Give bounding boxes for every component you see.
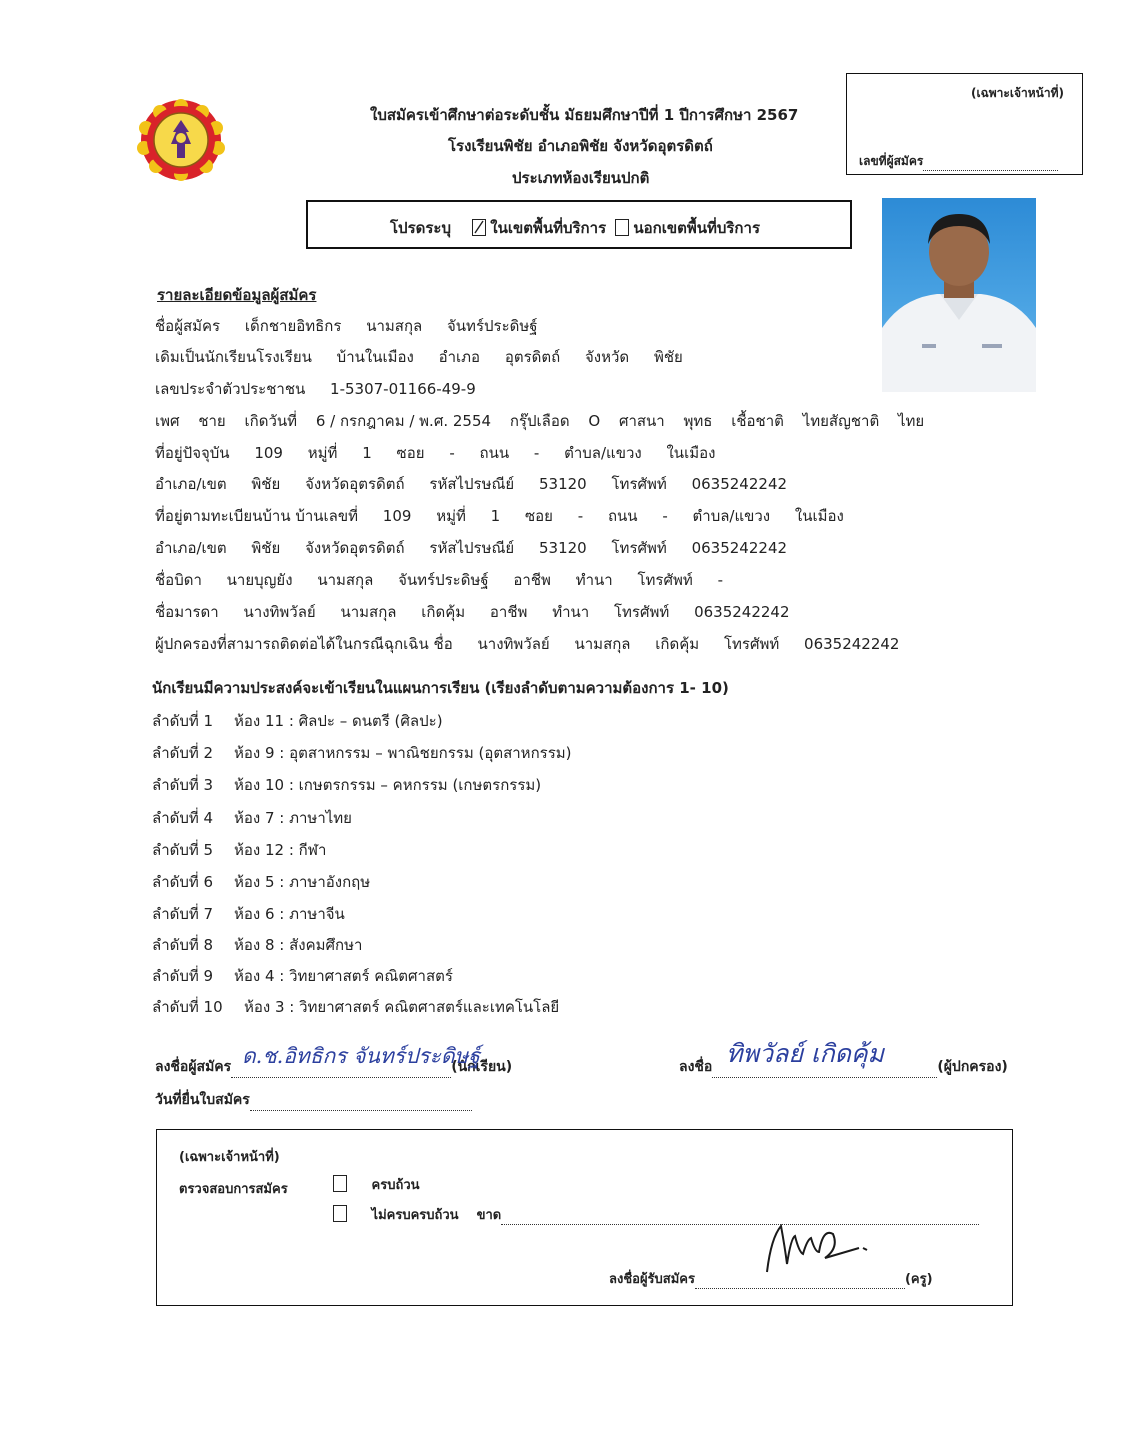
sex-label: เพศ bbox=[155, 412, 180, 430]
subdistrict-label: ตำบล/แขวง bbox=[564, 444, 642, 462]
preference-row bbox=[152, 806, 352, 830]
current-soi: - bbox=[449, 444, 455, 462]
preference-plan: ห้อง 5 : ภาษาอังกฤษ bbox=[234, 873, 371, 891]
road-label: ถนน bbox=[479, 444, 510, 462]
father-row bbox=[155, 568, 743, 592]
soi-label: ซอย bbox=[524, 507, 553, 525]
registered-address-row bbox=[155, 504, 864, 528]
preference-rank: ลำดับที่ 10 bbox=[152, 998, 223, 1016]
preference-row bbox=[152, 838, 326, 862]
phone-label: โทรศัพท์ bbox=[637, 571, 693, 589]
postal-label: รหัสไปรษณีย์ bbox=[429, 539, 515, 557]
zone-out-label: นอกเขตพื้นที่บริการ bbox=[633, 219, 760, 237]
job-label: อาชีพ bbox=[489, 603, 528, 621]
father-phone: - bbox=[717, 571, 723, 589]
zone-box bbox=[306, 200, 852, 249]
preference-row bbox=[152, 902, 345, 926]
mother-phone: 0635242242 bbox=[694, 603, 790, 621]
preference-plan: ห้อง 4 : วิทยาศาสตร์ คณิตศาสตร์ bbox=[234, 967, 453, 985]
zone-label: โปรดระบุ bbox=[390, 219, 452, 237]
guardian-signature-label: ลงชื่อ bbox=[679, 1059, 713, 1075]
prev-district: อุตรดิตถ์ bbox=[504, 348, 561, 366]
race: ไทย bbox=[802, 412, 829, 430]
surname-label: นามสกุล bbox=[574, 635, 631, 653]
office-note: (เฉพาะเจ้าหน้าที่) bbox=[179, 1150, 280, 1165]
prev-school: บ้านในเมือง bbox=[336, 348, 414, 366]
mother-job: ทำนา bbox=[552, 603, 590, 621]
current-house-no: 109 bbox=[254, 444, 283, 462]
mother-name: นางทิพวัลย์ bbox=[243, 603, 316, 621]
preference-rank: ลำดับที่ 6 bbox=[152, 873, 214, 891]
zone-out-checkbox[interactable] bbox=[615, 219, 629, 236]
zone-in-label: ในเขตพื้นที่บริการ bbox=[490, 219, 607, 237]
applicant-number-field[interactable]: เลขที่ผู้สมัคร bbox=[859, 152, 1058, 171]
applicant-surname: จันทร์ประดิษฐ์ bbox=[447, 317, 538, 335]
current-address-row bbox=[155, 441, 735, 465]
receiver-label: ลงชื่อผู้รับสมัคร bbox=[609, 1272, 695, 1287]
preference-row bbox=[152, 709, 443, 733]
father-job: ทำนา bbox=[575, 571, 613, 589]
nationality: ไทย bbox=[897, 412, 925, 430]
phone-label: โทรศัพท์ bbox=[611, 475, 667, 493]
current-address-label: ที่อยู่ปัจจุบัน bbox=[155, 444, 230, 462]
registered-house-no: 109 bbox=[382, 507, 412, 525]
complete-option[interactable] bbox=[329, 1174, 420, 1195]
applicant-signature-label: ลงชื่อผู้สมัคร bbox=[155, 1059, 232, 1075]
nationality-label: สัญชาติ bbox=[828, 412, 880, 430]
guardian-surname: เกิดคุ้ม bbox=[655, 635, 700, 653]
preference-row bbox=[152, 995, 559, 1019]
surname-label: นามสกุล bbox=[317, 571, 374, 589]
prev-school-row bbox=[155, 345, 703, 369]
moo-label: หมู่ที่ bbox=[436, 507, 466, 525]
district-label: อำเภอ/เขต bbox=[155, 475, 227, 493]
mother-row bbox=[155, 600, 810, 624]
prev-district-label: อำเภอ bbox=[438, 348, 481, 366]
preference-rank: ลำดับที่ 4 bbox=[152, 809, 214, 827]
section-title: รายละเอียดข้อมูลผู้สมัคร bbox=[157, 286, 317, 304]
registered-address-row-2 bbox=[155, 536, 807, 560]
missing-label: ขาด bbox=[476, 1208, 502, 1223]
mother-label: ชื่อมารดา bbox=[155, 603, 219, 621]
applicant-signature: ด.ช.อิทธิกร จันทร์ประดิษฐ์ bbox=[242, 1044, 480, 1068]
preference-rank: ลำดับที่ 5 bbox=[152, 841, 214, 859]
classroom-type: ประเภทห้องเรียนปกติ bbox=[512, 169, 650, 187]
registered-soi: - bbox=[577, 507, 584, 525]
guardian-role: (ผู้ปกครอง) bbox=[937, 1059, 1008, 1075]
complete-label: ครบถ้วน bbox=[371, 1178, 420, 1193]
preference-plan: ห้อง 7 : ภาษาไทย bbox=[234, 809, 352, 827]
preference-plan: ห้อง 10 : เกษตรกรรม – คหกรรม (เกษตรกรรม) bbox=[234, 776, 542, 794]
preference-plan: ห้อง 6 : ภาษาจีน bbox=[234, 905, 345, 923]
registered-phone: 0635242242 bbox=[691, 539, 788, 557]
school-logo bbox=[136, 98, 226, 182]
preference-row bbox=[152, 741, 572, 765]
incomplete-label: ไม่ครบครบถ้วน bbox=[371, 1208, 459, 1223]
father-name: นายบุญยัง bbox=[226, 571, 293, 589]
incomplete-checkbox[interactable] bbox=[333, 1205, 347, 1222]
check-label: ตรวจสอบการสมัคร bbox=[179, 1182, 288, 1197]
registered-subdistrict: ในเมือง bbox=[794, 507, 844, 525]
preference-plan: ห้อง 8 : สังคมศึกษา bbox=[234, 936, 363, 954]
complete-checkbox[interactable] bbox=[333, 1175, 347, 1192]
preference-plan: ห้อง 9 : อุตสาหกรรม – พาณิชยกรรม (อุตสาหกรรม) bbox=[234, 744, 572, 762]
preference-rank: ลำดับที่ 1 bbox=[152, 712, 214, 730]
prev-school-label: เดิมเป็นนักเรียนโรงเรียน bbox=[155, 348, 312, 366]
preference-rank: ลำดับที่ 2 bbox=[152, 744, 214, 762]
surname-label: นามสกุล bbox=[340, 603, 397, 621]
office-box bbox=[156, 1129, 1013, 1306]
date-label: วันที่ยื่นใบสมัคร bbox=[155, 1092, 250, 1108]
subdistrict-label: ตำบล/แขวง bbox=[692, 507, 771, 525]
preference-rank: ลำดับที่ 3 bbox=[152, 776, 214, 794]
current-phone: 0635242242 bbox=[691, 475, 788, 493]
sex: ชาย bbox=[198, 412, 226, 430]
school-name: โรงเรียนพิชัย อำเภอพิชัย จังหวัดอุตรดิตถ์ bbox=[448, 137, 713, 155]
guardian-signature: ทิพวัลย์ เกิดคุ้ม bbox=[726, 1039, 885, 1068]
id-row bbox=[155, 377, 496, 401]
race-label: เชื้อชาติ bbox=[731, 412, 784, 430]
registered-road: - bbox=[662, 507, 668, 525]
citizen-id: 1-5307-01166-49-9 bbox=[330, 380, 476, 398]
id-label: เลขประจำตัวประชาชน bbox=[155, 380, 306, 398]
receiver-role: (ครู) bbox=[904, 1272, 933, 1287]
receiver-signature bbox=[763, 1218, 883, 1278]
preferences-title: นักเรียนมีความประสงค์จะเข้าเรียนในแผนการเรียน (เรียงลำดับตามความต้องการ 1- 10) bbox=[152, 679, 729, 697]
personal-row bbox=[155, 409, 944, 433]
phone-label: โทรศัพท์ bbox=[611, 539, 667, 557]
district-label: อำเภอ/เขต bbox=[155, 539, 227, 557]
name-label: ชื่อผู้สมัคร bbox=[155, 317, 221, 335]
road-label: ถนน bbox=[607, 507, 638, 525]
religion: พุทธ bbox=[683, 412, 713, 430]
applicant-name: เด็กชายอิทธิกร bbox=[244, 317, 342, 335]
prev-province-label: จังหวัด bbox=[584, 348, 630, 366]
moo-label: หมู่ที่ bbox=[307, 444, 338, 462]
preference-plan: ห้อง 11 : ศิลปะ – ดนตรี (ศิลปะ) bbox=[234, 712, 443, 730]
prev-province: พิชัย bbox=[653, 348, 683, 366]
soi-label: ซอย bbox=[396, 444, 425, 462]
officer-note: (เฉพาะเจ้าหน้าที่) bbox=[971, 86, 1064, 100]
job-label: อาชีพ bbox=[513, 571, 551, 589]
father-surname: จันทร์ประดิษฐ์ bbox=[398, 571, 489, 589]
officer-box bbox=[846, 73, 1083, 175]
province-label: จังหวัดอุตรดิตถ์ bbox=[305, 539, 405, 557]
father-label: ชื่อบิดา bbox=[155, 571, 202, 589]
surname-label: นามสกุล bbox=[366, 317, 423, 335]
registered-district: พิชัย bbox=[251, 539, 281, 557]
current-district: พิชัย bbox=[251, 475, 281, 493]
dob-label: เกิดวันที่ bbox=[244, 412, 298, 430]
preference-row bbox=[152, 870, 370, 894]
registered-postal: 53120 bbox=[539, 539, 587, 557]
current-moo: 1 bbox=[362, 444, 372, 462]
preference-plan: ห้อง 12 : กีฬา bbox=[234, 841, 327, 859]
guardian-label: ผู้ปกครองที่สามารถติดต่อได้ในกรณีฉุกเฉิน ชื่อ bbox=[155, 635, 453, 653]
preference-rank: ลำดับที่ 7 bbox=[152, 905, 214, 923]
guardian-row bbox=[155, 632, 919, 656]
preference-rank: ลำดับที่ 8 bbox=[152, 936, 214, 954]
applicant-photo bbox=[882, 198, 1036, 392]
applicant-name-row bbox=[155, 314, 558, 338]
guardian-phone: 0635242242 bbox=[804, 635, 900, 653]
postal-label: รหัสไปรษณีย์ bbox=[429, 475, 515, 493]
guardian-name: นางทิพวัลย์ bbox=[477, 635, 550, 653]
current-postal: 53120 bbox=[539, 475, 587, 493]
dob: 6 / กรกฎาคม / พ.ศ. 2554 bbox=[315, 412, 492, 430]
current-address-row-2 bbox=[155, 472, 807, 496]
registered-moo: 1 bbox=[490, 507, 501, 525]
form-title: ใบสมัครเข้าศึกษาต่อระดับชั้น มัธยมศึกษาปีที่ 1 ปีการศึกษา 2567 bbox=[370, 106, 799, 124]
preference-row bbox=[152, 964, 453, 988]
zone-selection bbox=[390, 216, 760, 240]
blood-label: กรุ๊ปเลือด bbox=[509, 412, 570, 430]
religion-label: ศาสนา bbox=[618, 412, 665, 430]
preference-row bbox=[152, 773, 541, 797]
registered-address-label: ที่อยู่ตามทะเบียนบ้าน บ้านเลขที่ bbox=[155, 507, 358, 525]
zone-in-checkbox[interactable] bbox=[472, 219, 486, 236]
preference-row bbox=[152, 933, 362, 957]
current-road: - bbox=[533, 444, 540, 462]
phone-label: โทรศัพท์ bbox=[723, 635, 780, 653]
preference-plan: ห้อง 3 : วิทยาศาสตร์ คณิตศาสตร์และเทคโนโลยี bbox=[244, 998, 560, 1016]
application-date-field[interactable] bbox=[155, 1089, 472, 1111]
blood-type: O bbox=[588, 412, 601, 430]
current-subdistrict: ในเมือง bbox=[666, 444, 716, 462]
applicant-role: (นักเรียน) bbox=[451, 1059, 513, 1075]
province-label: จังหวัดอุตรดิตถ์ bbox=[305, 475, 405, 493]
preference-rank: ลำดับที่ 9 bbox=[152, 967, 214, 985]
phone-label: โทรศัพท์ bbox=[613, 603, 670, 621]
mother-surname: เกิดคุ้ม bbox=[421, 603, 466, 621]
